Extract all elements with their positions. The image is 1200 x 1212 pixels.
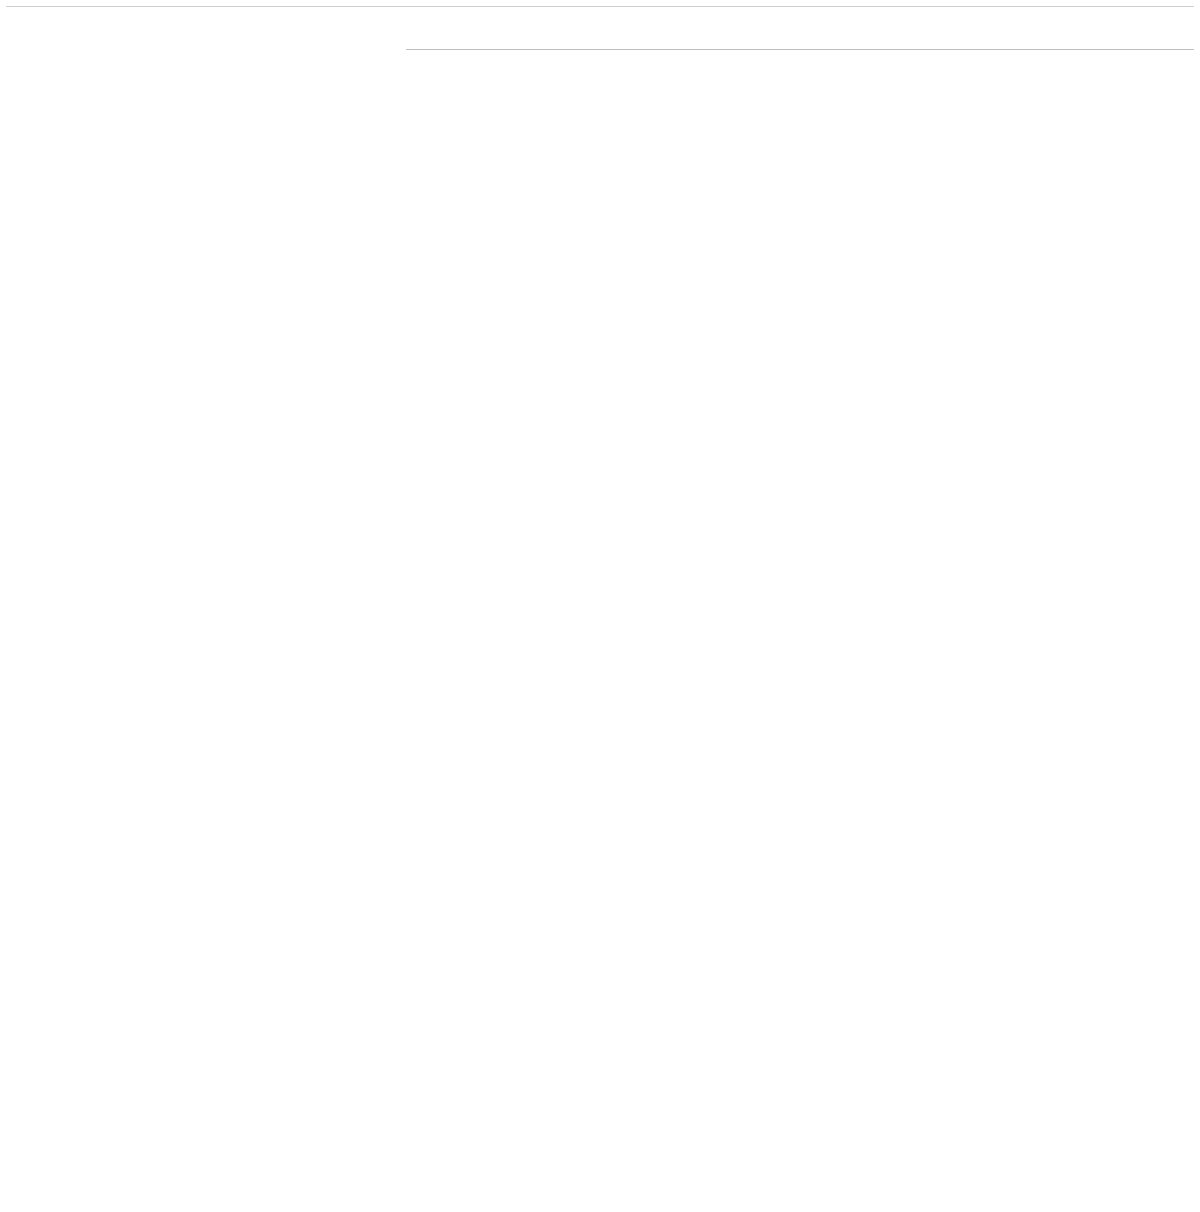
results-table	[6, 6, 1194, 92]
hemisphere-header-row	[6, 50, 1194, 93]
lh-cluster-header	[406, 50, 561, 93]
mni-header	[771, 7, 1194, 50]
rh-cluster-header	[561, 50, 771, 93]
lh-mni-header	[771, 50, 949, 93]
rh-mni-header	[949, 50, 1194, 93]
cluster-size-header	[406, 7, 771, 50]
group-header-row	[6, 7, 1194, 50]
